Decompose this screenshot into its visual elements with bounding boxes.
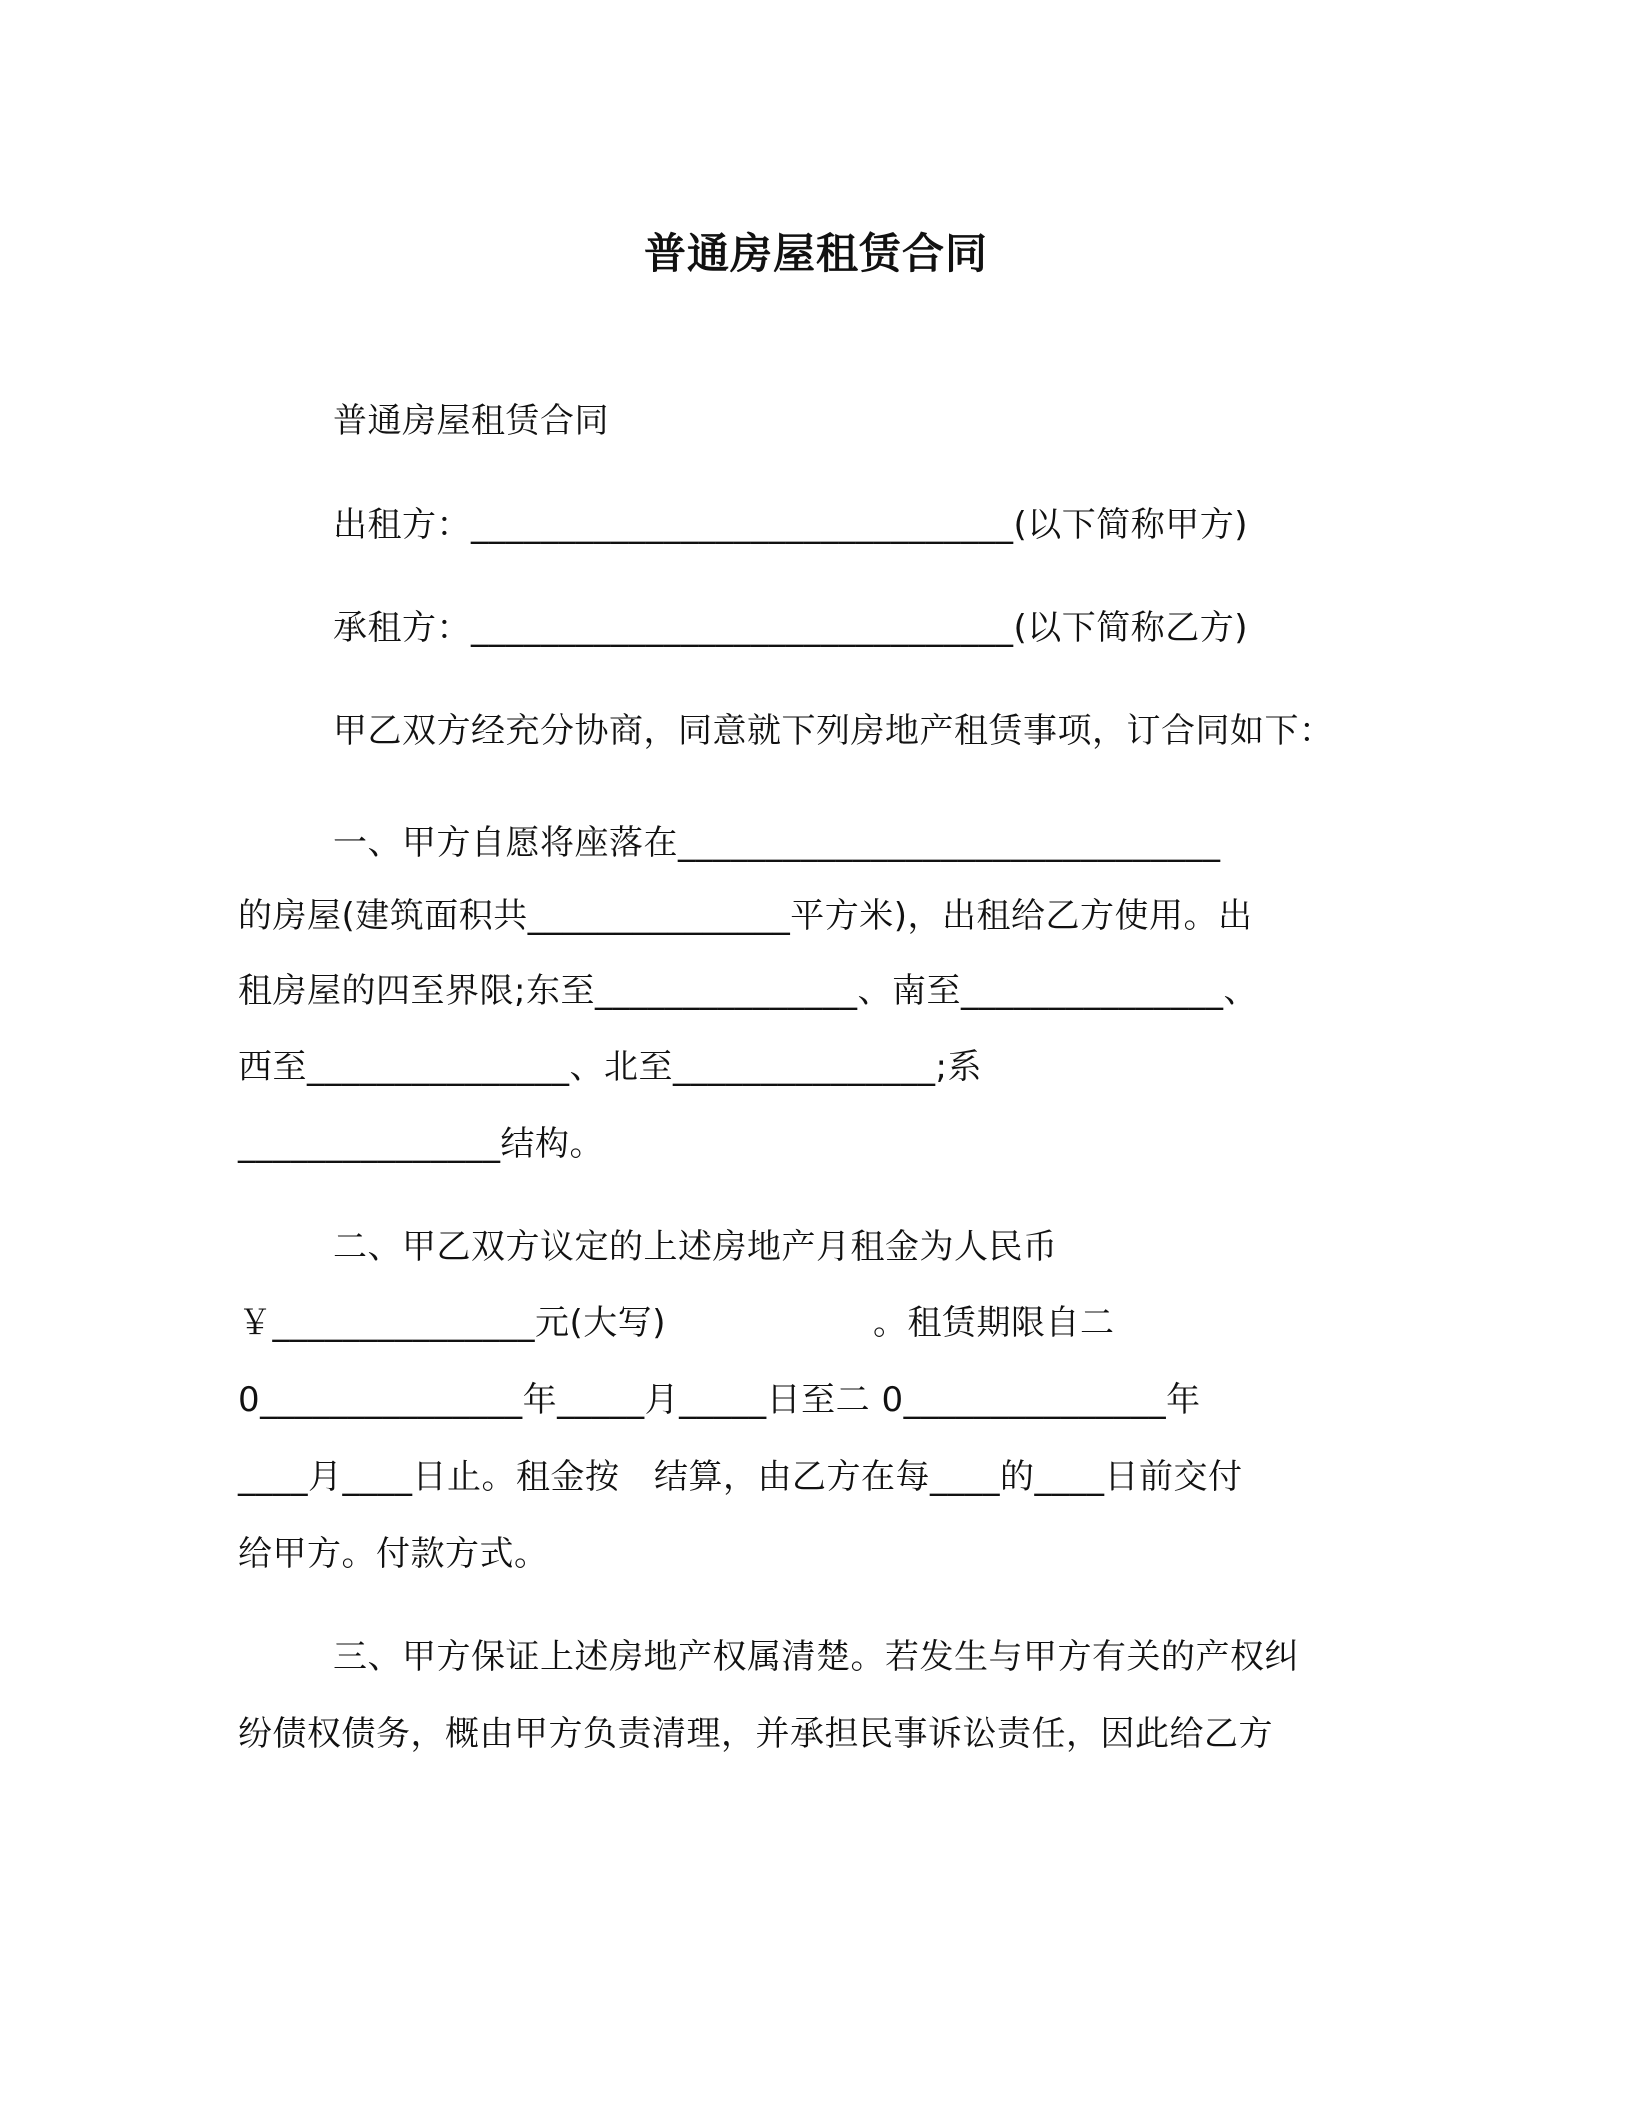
clause-2-line-4: ____月____日止。租金按 结算，由乙方在每____的____日前交付 — [238, 1457, 1243, 1497]
clause-3-line-2: 纷债权债务，概由甲方负责清理，并承担民事诉讼责任，因此给乙方 — [238, 1714, 1273, 1754]
clause-1-line-4: 西至_______________、北至_______________;系 — [238, 1047, 982, 1087]
lessee-line: 承租方：_______________________________(以下简称乙方) — [333, 608, 1249, 648]
clause-2-line-3: 0_______________年_____月_____日至二 0_______________年 — [238, 1380, 1201, 1420]
clause-2-line-2: ￥_______________元(大写) 。租赁期限自二 — [238, 1303, 1115, 1343]
clause-1-line-5: _______________结构。 — [238, 1124, 604, 1164]
clause-3-line-1: 三、甲方保证上述房地产权属清楚。若发生与甲方有关的产权纠 — [333, 1637, 1299, 1677]
clause-1-line-2: 的房屋(建筑面积共_______________平方米)，出租给乙方使用。出 — [238, 896, 1253, 936]
clause-1-line-1: 一、甲方自愿将座落在_______________________________ — [333, 823, 1221, 863]
document-title: 普通房屋租赁合同 — [643, 229, 988, 278]
subtitle-line: 普通房屋租赁合同 — [333, 401, 609, 441]
clause-2-line-1: 二、甲乙双方议定的上述房地产月租金为人民币 — [333, 1227, 1058, 1267]
lessor-line: 出租方：_______________________________(以下简称甲方) — [333, 505, 1249, 545]
preamble-line: 甲乙双方经充分协商，同意就下列房地产租赁事项，订合同如下： — [333, 711, 1334, 751]
clause-2-line-5: 给甲方。付款方式。 — [238, 1534, 549, 1574]
clause-1-line-3: 租房屋的四至界限;东至_______________、南至_______________、 — [238, 971, 1258, 1011]
